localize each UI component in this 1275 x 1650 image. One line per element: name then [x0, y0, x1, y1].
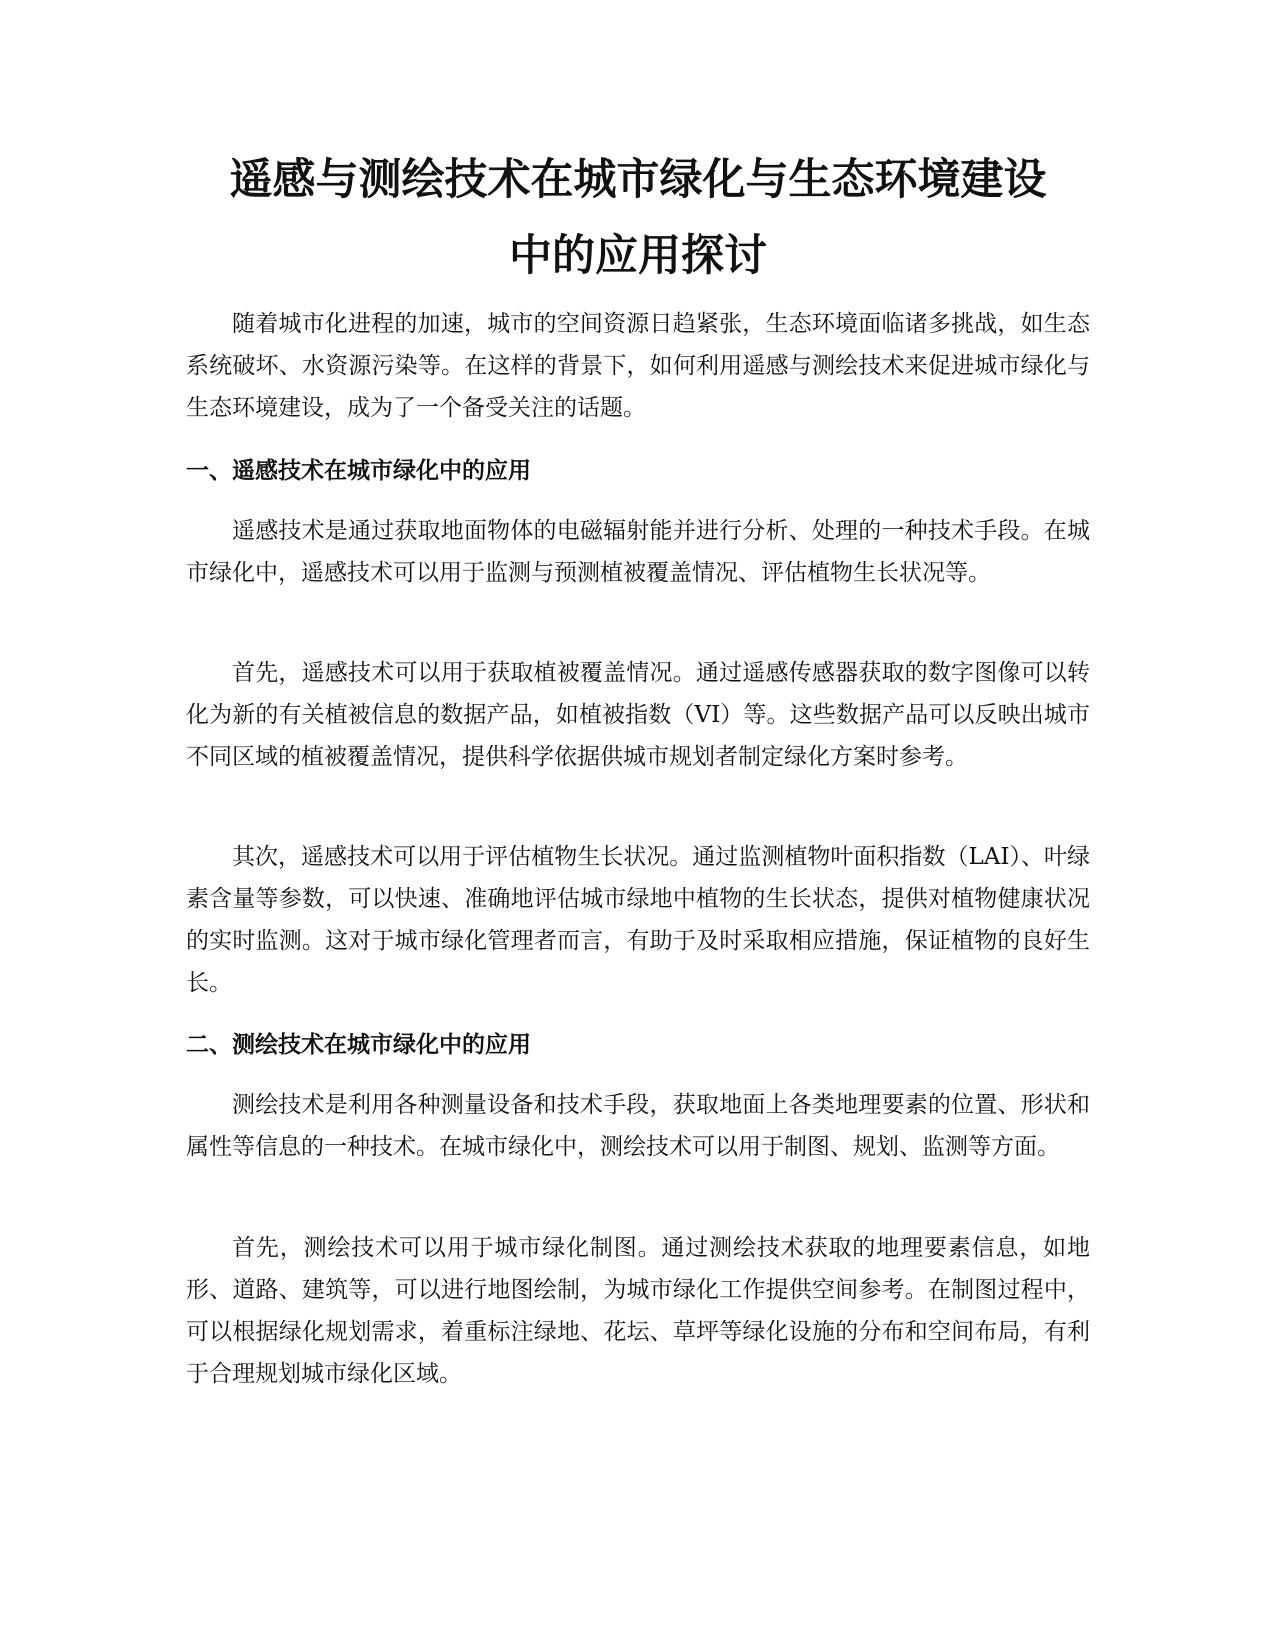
title-line-1: 遥感与测绘技术在城市绿化与生态环境建设 — [229, 155, 1047, 205]
section1-paragraph-3: 其次，遥感技术可以用于评估植物生长状况。通过监测植物叶面积指数（LAI）、叶绿素含量等参数，可以快速、准确地评估城市绿地中植物的生长状态，提供对植物健康状况的实时监测。这对于城市绿化管理者而言，有助于及时采取相应措施，保证植物的良好生长。 — [186, 844, 1090, 996]
section1-paragraph-2: 首先，遥感技术可以用于获取植被覆盖情况。通过遥感传感器获取的数字图像可以转化为新的有关植被信息的数据产品，如植被指数（VI）等。这些数据产品可以反映出城市不同区域的植被覆盖情况，提供科学依据供城市规划者制定绿化方案时参考。 — [186, 660, 1090, 770]
section2-paragraph-1: 测绘技术是利用各种测量设备和技术手段，获取地面上各类地理要素的位置、形状和属性等信息的一种技术。在城市绿化中，测绘技术可以用于制图、规划、监测等方面。 — [186, 1092, 1090, 1160]
section1-paragraph-1: 遥感技术是通过获取地面物体的电磁辐射能并进行分析、处理的一种技术手段。在城市绿化中，遥感技术可以用于监测与预测植被覆盖情况、评估植物生长状况等。 — [186, 518, 1090, 586]
section-heading-surveying: 二、测绘技术在城市绿化中的应用 — [186, 1032, 531, 1058]
document-title — [186, 142, 1090, 294]
document-page — [186, 0, 1090, 1650]
intro-paragraph: 随着城市化进程的加速，城市的空间资源日趋紧张，生态环境面临诸多挑战，如生态系统破坏、水资源污染等。在这样的背景下，如何利用遥感与测绘技术来促进城市绿化与生态环境建设，成为了一个备受关注的话题。 — [186, 311, 1090, 421]
section-heading-remote-sensing: 一、遥感技术在城市绿化中的应用 — [186, 458, 531, 484]
section2-paragraph-2: 首先，测绘技术可以用于城市绿化制图。通过测绘技术获取的地理要素信息，如地形、道路、建筑等，可以进行地图绘制，为城市绿化工作提供空间参考。在制图过程中，可以根据绿化规划需求，着重标注绿地、花坛、草坪等绿化设施的分布和空间布局，有利于合理规划城市绿化区域。 — [186, 1235, 1090, 1387]
title-line-2: 中的应用探讨 — [509, 231, 767, 281]
